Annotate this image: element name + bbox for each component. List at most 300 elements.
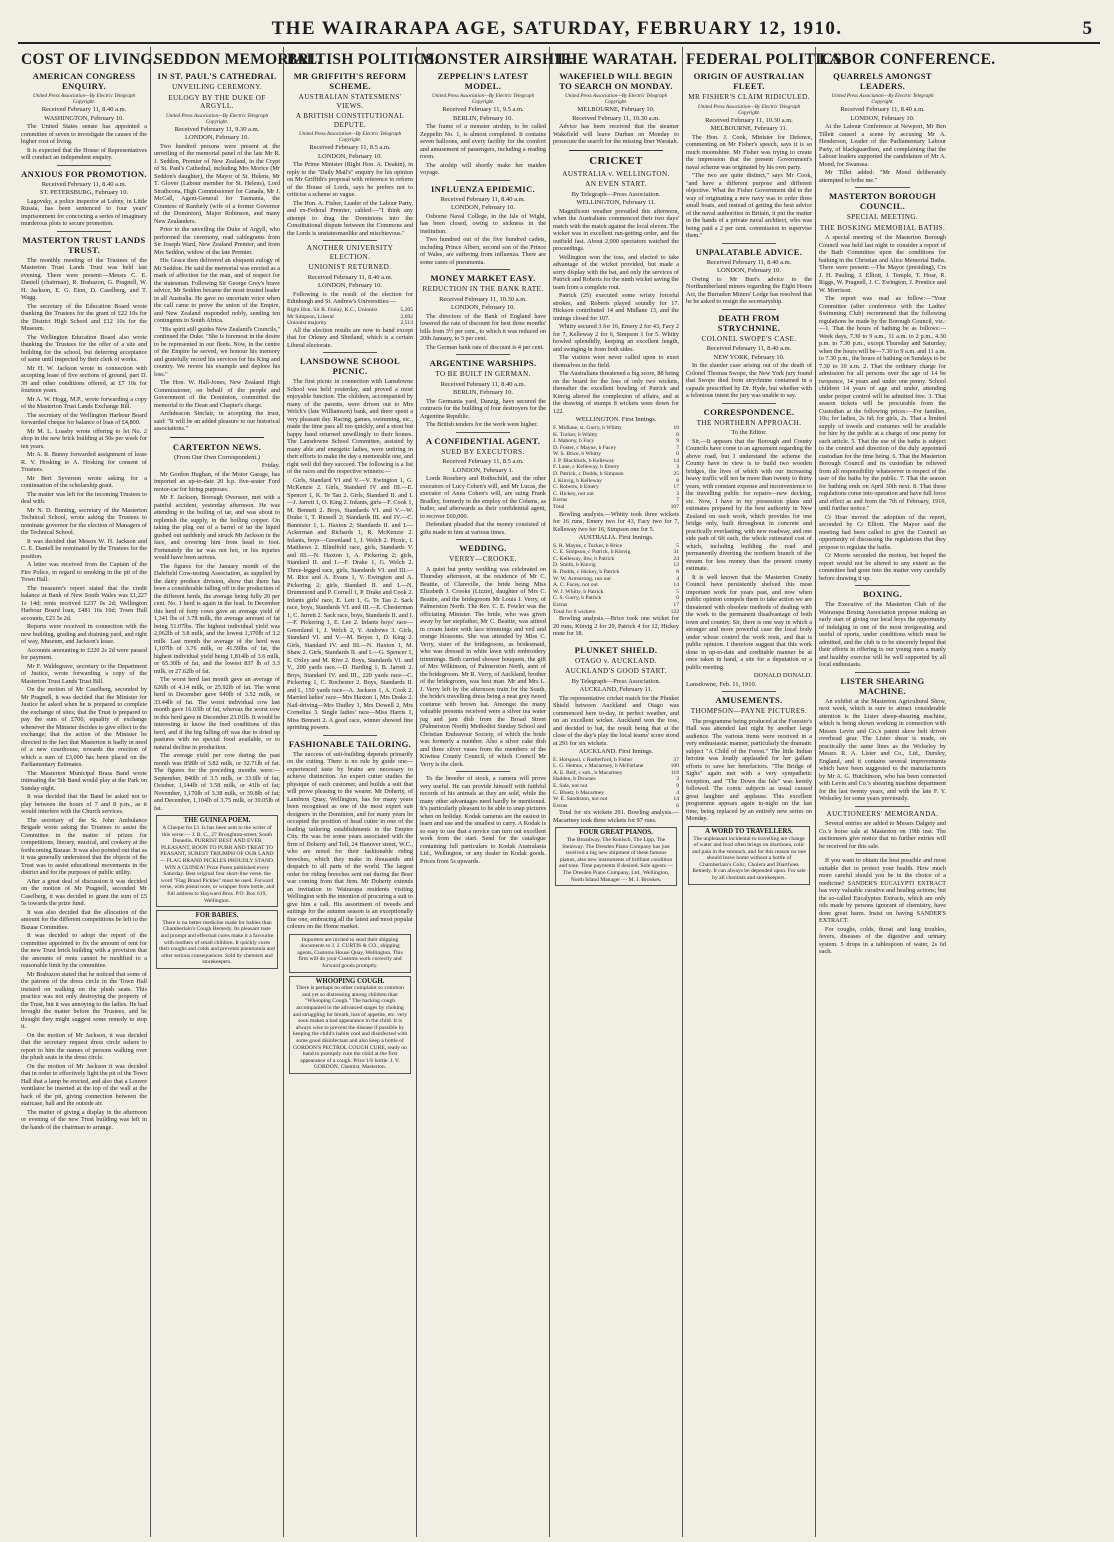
runs: 7 <box>676 497 679 504</box>
section-heading: PLUNKET SHIELD. <box>574 644 658 655</box>
paragraph: On the motion of Mr Jackson it was decided that in order to effectively light the pit of the Town Hall that a lamp be erected, and also that a Louvre ventilator be inserted at the top of the wall at the back of the pit, giving connection between the staircase, hall and the outside air. <box>21 1062 147 1108</box>
paragraph: A special meeting of the Masterton Borough Council was held last night to consider a report of the Bath Committee upon the conditions for bathing in the Christian and Alice Memorial Baths. There were present:—The Mayor (presiding), Crs J. H. Pauling, J. Elliott, J. Temple, T. Hoar, R. Riggs, W. Pragnell, J. C. Ewington, J. Prentice and W. Morrison. <box>819 234 946 294</box>
paragraph: Total for six wickets 291. Bowling analysis.—Macartney took three wickets for 97 runs. <box>553 809 679 824</box>
score-row <box>553 425 679 432</box>
paragraph: Mr Bert Syverson wrote asking for a continuation of the scholarship grant. <box>21 474 147 490</box>
section-heading: ARGENTINE WARSHIPS. <box>429 358 537 369</box>
result-row <box>287 320 413 327</box>
divider <box>722 309 776 310</box>
runs: 13 <box>673 562 679 569</box>
headline: THE WARATAH. <box>554 51 678 68</box>
batsman: L. G. Hemus, c Macartney, b McFarlane <box>553 763 644 770</box>
section-heading: MONEY MARKET EASY. <box>430 273 536 284</box>
runs: 14 <box>673 796 679 803</box>
page-number: 5 <box>1082 18 1092 39</box>
divider <box>855 806 910 807</box>
batsman: W. S. Brice, b Whitty <box>553 451 602 458</box>
subheadline: THE NORTHERN APPROACH. <box>696 418 802 427</box>
ad-heading: THE GUINEA POEM. <box>183 817 251 825</box>
batsman: S. R. Mayne, c Tucker, b Brice <box>553 542 623 549</box>
subheadline: AUSTRALIA v. WELLINGTON. <box>562 169 670 178</box>
subheadline: COLONEL SWOPE'S CASE. <box>701 334 797 343</box>
advertisement <box>289 976 411 1074</box>
batsman: C. Roberts, b Emery <box>553 484 599 491</box>
advertisement <box>555 827 677 886</box>
runs: 17 <box>673 601 679 608</box>
paragraph: The Executive of the Masterton Club of the Wairarapa Boxing Association propose making an early start of giving our local boys the opportunity of indulging in one of the most invigorating and useful of sports, under conditions which must be admitted, and the club is to be sincerely hoped that their efforts in offering to our young men a manly and healthy exercise will be well supported by all local enthusiasts. <box>819 601 946 669</box>
dateline: BERLIN, February 10. <box>453 389 513 397</box>
dateline: ST. PETERSBURG, February 10. <box>39 189 129 197</box>
paragraph: The German bank rate of discount is 4 per cent. <box>426 343 544 351</box>
subheadline: REDUCTION IN THE BANK RATE. <box>422 285 544 294</box>
paragraph: Several entries are added to Messrs Dalgety and Co.'s horse sale at Masterton on 19th inst. The auctioneers give notice that no further entries will be received for this sale. <box>819 820 946 850</box>
credit-line: United Press Association—By Electric Telegraph Copyright. <box>32 93 136 106</box>
paragraph: Bowling analysis.—Brice took one wicket for 20 runs, Kinvig 2 for 29, Patrick 4 for 12, Hickey none for 18. <box>553 615 679 638</box>
paragraph: An exhibit at the Masterton Agricultural Show, next week, which is sure to attract considerable attention is the Lister sheep-shearing machine, which is being shown working in connection with Messrs Levin and Co.'s patent skew belt driven overhead gear. The Lister shear is made, on practically the same lines as the Wolseley by Messrs R. A. Lister and Co., Ltd., Dursley, England, and it contains several improvements which have been suggested to the manufacturers by Mr A. G. Hutchinson, who has been connected with Levin and Co.'s shearing machine department for the last twenty years, and with the late F. Y. Wolseley for some years previously. <box>819 697 946 803</box>
paragraph: In the slander case arising out of the death of Colonel Thomas Swope, the New York jury found that Swope died from strychnine contained in a capsule prescribed by Dr. Hyde, but whether with a felonious intent the jury was unable to say. <box>686 362 812 400</box>
section-heading: FASHIONABLE TAILORING. <box>288 738 412 749</box>
runs: 3 <box>676 776 679 783</box>
subheadline: MR FISHER'S CLAIM RIDICULED. <box>688 93 810 101</box>
paragraph: If you want to obtain the best possible and most suitable diet to protect your health. How much more careful should you be in the choice of a medicine? SANDER'S EUCALYPTI EXTRACT has very valuable curative and healing actions; but the so-called Eucalyptus Extracts, which are only oils made by persons ignorant of chemistry, have done great harm. Insist on having SANDER'S EXTRACT. <box>819 857 946 925</box>
ad-body: The unpleasant incidental to travelling are change of water and food often brings on diarrhoea, colic and pain in the stomach, and for this reason no one should leave home without a bottle of Chamberlain's Colic, Cholera and Diarrhoea Remedy. It can always be depended upon. For sale by all chemists and storekeepers. <box>692 835 806 882</box>
batsman: W. W. Armstrong, run out <box>553 575 611 582</box>
subheadline: AN EVEN START. <box>585 180 647 189</box>
section-heading: INFLUENZA EPIDEMIC. <box>430 183 536 194</box>
dateline: BERLIN, February 10. <box>453 114 513 122</box>
paragraph: Reports were received in connection with the new building, grading and draining yard, and right of way, Museum, and Jackson's lease. <box>21 623 147 646</box>
credit-line: United Press Association—By Electric Telegraph Copyright. <box>697 103 801 116</box>
paragraph: The first picnic in connection with Lansdowne School was held yesterday, and proved a most enjoyable function. The children, accompanied by many of the parents, were driven out to Mrs Welch's (late Williamson) bank, and there spent a very pleasant day. Racing, games, swimming, etc., made the time pass all too quickly, and a stout but happy band returned unwillingly to their homes. The Lansdowne School Committee, assisted by many able and energetic ladies, were untiring in their efforts to make the day a memorable one, and right well did they succeed. The following is a list of the races and the respective winners:— <box>287 378 413 476</box>
subheadline: THE BOSKING MEMORIAL BATHS. <box>819 223 946 232</box>
subheadline: THOMPSON—PAYNE PICTURES. <box>690 707 808 716</box>
batsman: A. E. Relf, c sub., b Macartney <box>553 769 623 776</box>
batsman: C. Kelleway, lbw, b Patrick <box>553 555 615 562</box>
paragraph: The matter was left for the incoming Trustees to deal with. <box>21 490 147 506</box>
runs: 0 <box>676 451 679 458</box>
paragraph: It was decided to adopt the report of the committee appointed to fix the amount of rent for the new Trust brick building with a provision that the amounts of rents cannot be modified to a reasonable limit by the committee. <box>21 932 147 970</box>
byline: (From Our Own Correspondent.) <box>174 453 260 461</box>
credit-line: United Press Association—By Electric Telegraph Copyright. <box>298 131 402 144</box>
section-heading: WEDDING. <box>459 543 507 554</box>
paragraph: It was also decided that the allocation of the amount for the different competitions be left to the Bazaar Committee. <box>21 908 147 931</box>
paragraph: Mr A. R. Bunny forwarded assignment of lease R. V. Hosking to A. Hosking for consent of Trustees. <box>21 451 147 474</box>
runs: 100 <box>670 763 679 770</box>
paragraph: "His spirit still guides New Zealand's Councils," continued the Duke. "She is foremost in the desire to be represented in our fleets. Now, in the centre of the Empire he served, we honour his memory and gratefully record his services for his King and country. We revere his example and deplore his loss." <box>154 325 280 378</box>
section-heading: AMUSEMENTS. <box>715 695 783 706</box>
score-row <box>553 803 679 810</box>
received-line: Received February 11, 8.40 a.m. <box>41 106 127 114</box>
masthead <box>0 18 1114 44</box>
scorecard-title: AUSTRALIA. First Innings. <box>578 534 654 542</box>
section-heading: LISTER SHEARING MACHINE. <box>840 675 925 696</box>
runs: 122 <box>670 608 679 615</box>
subheadline: OTAGO v. AUCKLAND. <box>574 656 658 665</box>
runs: 14 <box>673 582 679 589</box>
received-line: Received February 11, 8.40 a.m. <box>440 195 526 203</box>
divider <box>456 771 510 772</box>
runs: 8 <box>676 477 679 484</box>
signature-location: Lansdowne, Feb. 11, 1910. <box>686 680 757 688</box>
batsman: W. J. Whitty, b Patrick <box>553 588 604 595</box>
paragraph: The Australians threatened a big score, 88 being on the board for the loss of only two wickets, thereafter the excellent bowling of Patrick and Kinvig altered the complexion of affairs, and at the drawing of stumps 8 wickets were down for 122. <box>553 370 679 415</box>
divider <box>323 352 377 353</box>
paragraph: Mr H. W. Jackson wrote in connection with accepting lease of five sections of ground, part D. 39 and other conditions offered, at £7 10s for fourteen years. <box>21 364 147 395</box>
divider <box>722 403 776 404</box>
advertisement <box>688 826 810 885</box>
headline: BRITISH POLITICS. <box>287 51 439 68</box>
score-row <box>553 438 679 445</box>
scorecard-title: AUCKLAND. First Innings. <box>578 748 654 756</box>
dateline: LONDON, February 10. <box>717 267 781 275</box>
subheadline: AUSTRALIAN STATESMENS' VIEWS. <box>298 93 402 110</box>
paragraph: Owing to Mr Burt's advice to the Northumberland miners regarding the Eight Hours Act, the Burradon Miners' Lodge has resolved that he be asked to resign the secretaryship. <box>686 275 812 306</box>
batsman: C. S. Gorry, b Patrick <box>553 595 602 602</box>
votes: 2,692 <box>400 313 413 320</box>
paragraph: The Prime Minister (Right Hon. A. Deakin), in reply to the "Daily Mail's" enquiry for his opinion on Mr Griffith's proposal with reference to reform of the House of Lords, says he prefers not to criticise a scheme so vague. <box>287 161 413 199</box>
paragraph: Cr Hoar moved the adoption of the report, seconded by Cr Elliott. The Mayor said the meeting had been called to give the Council an opportunity of discussing the regulations that they propose to regulate the baths. <box>819 513 946 551</box>
runs: 6 <box>676 802 679 809</box>
paragraph: After a great deal of discussion it was decided on the motion of Mr Pragnell, seconded Mr Caselberg, it was decided to grant the sum of £5 5s towards the prize fund. <box>21 877 147 908</box>
batsman: J. Kinvig, b Kelleway <box>553 477 602 484</box>
subheadline: IN ST. PAUL'S CATHEDRAL <box>157 71 277 81</box>
batsman: J. Mahony, b Facy <box>553 438 595 445</box>
score-row <box>553 504 679 511</box>
section-heading: ANXIOUS FOR PROMOTION. <box>21 168 147 179</box>
score-row <box>553 589 679 596</box>
divider <box>456 269 510 270</box>
dateline: LONDON, February 10. <box>318 282 382 290</box>
paragraph: The average yield per cow during the past month was 858lb of 3.82 milk, or 32.71lb of fat. The figures for the preceding months were:—September, 840lb of 3.5 milk, or 33.0lb of fat; October, 1,144lb of 3.58 milk, or 41lb of fat; November, 1,170lb of 3.38 milk, or 39.8lb of fat; and December, 1,104lb of 3.75 milk, or 39.05lb of fat. <box>154 752 280 812</box>
headline: COST OF LIVING. <box>21 51 157 68</box>
paragraph: "The two are quite distinct," says Mr Cook, "and have a different purpose and different objective. What the Fisher Government did in the way of originating a new navy was to order three small boats, and instead of getting the best advice of the naval authorities in Britain, it put the matter in the hands of a private naval architect, who was being paid a 2 per cent. commission to supervise them." <box>686 172 812 240</box>
subheadline: VERRY—CROOKE. <box>449 555 517 564</box>
received-line: Received February 11, 10.30 a.m. <box>572 114 660 122</box>
paragraph: To the breeder of stock, a camera will prove very useful. He can provide himself with faithful records of his animals as they are sold, while the many other advantages need hardly be mentioned. It's particularly pleasant to be able to snap pictures when on holiday. Kodak cameras are the easiest to learn and use and the smallest to carry. A Kodak is so easy to use that a novice can turn out excellent work from the start. Send for the catalogue containing full particulars to Kodak Australasia Ltd., Wellington, or any dealer in Kodak goods. Prices from 5s upwards. <box>420 775 546 865</box>
divider <box>323 735 377 736</box>
headline: LABOR CONFERENCE. <box>819 51 996 68</box>
paragraph: It was decided that the Band be asked not to play between the hours of 7 and 8 p.m., as it would interfere with the Church services. <box>21 793 147 816</box>
batsman: E. Horspool, c Rutherford, b Fisher <box>553 756 633 763</box>
column-5 <box>550 47 683 1537</box>
score-row <box>553 763 679 770</box>
ad-heading: FOUR GREAT PIANOS. <box>579 829 653 837</box>
paragraph: For coughs, colds, throat and lung troubles, fevers, diseases of the digestive and urinary system. 5 drops in a tablespoon of water, 2s 6d each. <box>819 925 946 956</box>
batsman: J. P. Blacklock, b Kelleway <box>553 457 615 464</box>
score-row <box>553 562 679 569</box>
scorecard-australia <box>553 543 679 616</box>
batsman: Hadden, b Downes <box>553 776 596 783</box>
paragraph: Mr N. D. Bunting, secretary of the Masterton Technical School, wrote asking the Trustees to nominate governor for the election of Managers of the Technical School. <box>21 506 147 537</box>
batsman: F. Midlane, st. Gorry, b Whitty <box>553 424 622 431</box>
paragraph: Lords Rosebery and Rothschild, and the other executors of Lucy Cohen's will, and Mr Lucas, the executor of Anna Cohen's will, are suing Frank Bradley, formerly in the employ of the Cohens, as butler, and afterwards as their confidential agent, to recover £60,000. <box>420 475 546 520</box>
runs: 118 <box>670 769 679 776</box>
section-heading: CORRESPONDENCE. <box>703 406 795 417</box>
paragraph: Prior to the unveiling the Duke of Argyll, who performed the ceremony, read cablegrams from Sir Joseph Ward, New Zealand Premier, and from Mrs Seddon, widow of the late Premier. <box>154 226 280 256</box>
column-1 <box>18 47 157 1537</box>
section-heading: LANSDOWNE SCHOOL PICNIC. <box>299 356 401 377</box>
paragraph: The secretary of the St. John Ambulance Brigade wrote asking the Trustees to assist the Committee in the matter of prizes for competitions, literary, musical, and cookery at the forthcoming Bazaar. It was also pointed out that as it was generally understood that the objects of the Trust was to assist educational movements in the district and for the purposes of public utility. <box>21 816 147 877</box>
paragraph: Whitty secured 3 for 16, Emery 2 for 43, Facy 2 for 7, Kelleway 2 for 6, Simpson 1 for 5. Whitty bowled splendidly, keeping an excellent length, and swinging in from both sides. <box>553 323 679 353</box>
score-row <box>553 776 679 783</box>
section-heading: CRICKET <box>589 154 643 167</box>
newspaper-title: THE WAIRARAPA AGE, SATURDAY, FEBRUARY 12, 1910. <box>271 18 843 39</box>
divider <box>456 180 510 181</box>
divider <box>323 240 377 241</box>
section-heading: BOXING. <box>862 589 903 600</box>
score-row <box>553 582 679 589</box>
paragraph: A letter was received from the Captain of the Fire Police, in regard to smoking in the pit of the Town Hall. <box>21 561 147 584</box>
paragraph: The report was read as follow:—"Your Committee (after conference with the Ladies' Swimming Club) recommend that the following regulations be made by the Borough Council, viz.:—1. That the hours of bathing be as follows:—Week days, 7.30 to 9 a.m., 11 a.m. to 2 p.m., 4.30 p.m. to 7.30 p.m., except Thursday and Saturday, when the hours will be—7.30 to 9 a.m. and 11 a.m. to 7.30 p.m., the hours of bathing on Sundays to be 7.30 to 10 a.m. 2. That the ordinary charge for admission for all persons over the age of 14 be twopence, 14 years and under one penny. School children 14 years of age and under, attending under proper control will be admitted free. 3. That season tickets will be procurable from the Custodian at the following prices:—For families, 10s; for ladies, 2s 6d; for girls, 2s. That a limited supply of towels and costumes will be available for hire by the public at a charge of one penny for each article. 5. That the use of the baths is subject to the control and direction of the duly appointed custodian for the time being. 6. That the Masterton Borough Council and its custodian be relieved from all responsibility whatsoever in respect of the user of the baths by the public. 7. That the season for bathing ends on April 30th next. 8. That these regulations come into operation and have full force and effect as and from the 7th of February, 1910, until further notice." <box>819 295 946 513</box>
runs: 5 <box>676 542 679 549</box>
paragraph: Mr M. L. Loasby wrote offering to let No. 2 shop in the new brick building at 50s per week for ten years. <box>21 427 147 450</box>
divider <box>569 150 663 151</box>
batsman: Extras <box>553 497 568 504</box>
runs: 0 <box>676 431 679 438</box>
ad-body: There is no better medicine made for babies than Chamberlain's Cough Remedy. Its pleasant taste and prompt and effectual cures make it a favourite with mothers of small children. It quickly cures their coughs and colds and prevents pneumonia and other serious consequences. Sold by chemists and storekeepers. <box>159 919 275 966</box>
batsman: E. Sale, not out <box>553 783 588 790</box>
divider <box>456 354 510 355</box>
section-heading: MASTERTON BOROUGH COUNCIL. <box>828 191 937 212</box>
paragraph: The programme being produced at the Forester's Hall was attended last night by another large audience. The various items were received in a very enthusiastic manner, particularly the dramatic subject "A Child of the Forest." The little Indian heroine was loudly applauded for her gallant efforts to save her benefactors. "The Bridge of Sighs" again met with a very sympathetic reception, and "The Down the Isle" was keenly followed. The comic subjects as usual caused great laughter and applause. This excellent programme appears again to-night on the last time, being replaced by an entirely new series on Monday. <box>686 717 813 823</box>
section-heading: AUCTIONEERS' MEMORANDA. <box>826 809 939 818</box>
ad-heading: FOR BABIES. <box>195 912 239 920</box>
paragraph: Mr Brabazon stated that he noticed that some of the patrons of the dress circle in the Town Hall insisted on walking on the plush seats. This practice was not only destroying the property of the Trust, but it was annoying to the ladies. He had brought the matter before the Trustees, and he thought they might suggest some remedy to stop it. <box>21 970 147 1031</box>
divider <box>722 243 776 244</box>
dateline: LONDON, February 10. <box>850 114 915 122</box>
divider <box>456 539 510 540</box>
paragraph: Accounts amounting to £220 2s 2d were passed for payment. <box>21 646 147 662</box>
paragraph: Mr Tillet added: "Mr Mond deliberately attempted to bribe me." <box>819 169 946 184</box>
paragraph: It was decided that Messrs W. H. Jackson and C. E. Daniell be nominated by the Trustees for the position. <box>21 537 147 560</box>
credit-line: United Press Association—By Electric Telegraph Copyright. <box>564 93 668 106</box>
headline: FEDERAL POLITICS. <box>686 51 847 68</box>
dateline: MELBOURNE, February 10. <box>577 106 655 114</box>
candidate: Mr Simpson, Liberal <box>287 313 334 320</box>
score-row <box>553 770 679 777</box>
runs: 25 <box>673 471 679 478</box>
paragraph: Mr F. Waldegrave, secretary to the Department of Justice, wrote forwarding a copy of the Masterton Trust Lands Trust Bill. <box>21 662 147 685</box>
batsman: C. Hickey, not out <box>553 490 594 497</box>
paragraph: The monthly meeting of the Trustees of the Masterton Trust Lands Trust was held last evening. There were present:—Messrs C. E. Daniell (chairman), R. Brabazon, G. Pragnell, W. H. Jackson, E. G. Eton, D. Caselberg, and T. Wagg. <box>21 256 147 302</box>
score-row <box>553 478 679 485</box>
subheadline: ORIGIN OF AUSTRALIAN FLEET. <box>693 71 805 91</box>
dateline: NEW YORK, February 10. <box>713 353 785 361</box>
section-heading: CARTERTON NEWS. <box>172 441 262 452</box>
dateline: LONDON, February 10. <box>318 152 382 160</box>
batsman: Extras <box>553 802 568 809</box>
paragraph: The Hon. A. Fisher, Leader of the Labour Party, and ex-Federal Premier, cabled:—"I think any attempt to drag the Dominions into the Constitutional dispute between the Commons and the Lords is unstatesmanlike and mischievous." <box>287 199 413 237</box>
paragraph: The visitors were never called upon to exert themselves in the field. <box>553 354 679 369</box>
section-heading: MASTERTON TRUST LANDS TRUST. <box>22 234 146 255</box>
runs: 31 <box>673 549 679 556</box>
paragraph: Mr A. W. Hogg, M.P., wrote forwarding a copy of the Masterton Trust Lands Exchange Bill. <box>21 395 147 411</box>
received-line: Received February 11, 8.5 a.m. <box>442 458 524 466</box>
paragraph: Advice has been received that the steamer Wakefield will leave Durban on Monday to prosecute the search for the missing liner Waratah. <box>553 123 679 146</box>
section-heading: DEATH FROM STRYCHNINE. <box>717 312 781 333</box>
column-6 <box>683 47 847 1537</box>
received-line: Received February 11, 8.40 a.m. <box>706 345 792 353</box>
paragraph: Bowling analysis.—Whitty took three wickets for 16 runs, Emery two for 43, Facy two for 7, Kelleway two for 16, Simpson one for 5. <box>553 510 679 533</box>
received-line: Received February 11, 9.30 a.m. <box>174 125 260 133</box>
paragraph: The secretary of the Wellington Harbour Board forwarded cheque for balance of loan of £4,800. <box>21 411 147 427</box>
runs: 4 <box>676 789 679 796</box>
paragraph: The frame of a monster airship, to be called Zeppelin No. 1, is almost completed. It contains seven balloons, and every facility for the comfort and amusement of passengers, including a reading room. <box>420 123 546 161</box>
divider <box>855 585 910 586</box>
score-row <box>553 576 679 583</box>
divider <box>722 691 776 692</box>
paragraph: Cr Morris seconded the motion, but hoped the report would not be altered to any extent as the committee had gone into the matter very carefully before drawing it up. <box>819 552 946 582</box>
dateline: WASHINGTON, February 10. <box>44 114 124 122</box>
subheadline: ZEPPELIN'S LATEST MODEL. <box>437 71 529 91</box>
runs: 17 <box>673 484 679 491</box>
candidate: Unionist majority <box>287 320 327 327</box>
score-row <box>553 543 679 550</box>
paragraph: The success of suit-building depends primarily on the cutting. There is no rule by guide one—experienced taste by brains are necessary to achieve distinction. An expert cutter studies the physique of each customer, and builds a suit that will prove pleasing to the wearer. Mr Doherty, of Lambton Quay, Wellington, has for many years been recognised as one of the most expert suit designers in the Dominion, and for many years he occupied the position of head cutter in one of the leading tailoring establishments in the Empire City. He was for some years associated with the firm of Doherty and Tell, 24 Hanover street, W.C., who are noted for their fashionable riding breeches, which they make in thousands and despatch to all parts of the world. The largest order for riding breeches sent out during the Boer war coming from that firm. Mr Doherty extends an invitation to Wairarapa residents visiting Wellington with the intention of procuring a suit to give him a call. His assortment of tweeds and suitings for the autumn season is an exceptionally fine one, embracing all the latest and most popular colours on the Home market. <box>287 750 413 931</box>
dateline: LONDON, February 10. <box>451 304 515 312</box>
received-line: Received February 11, 8.5 a.m. <box>309 144 391 152</box>
runs: 24 <box>673 555 679 562</box>
paragraph: Two hundred out of the five hundred cadets, including Prince Albert, second son of the Prince of Wales, are suffering from influenza. There are some cases of pneumonia. <box>420 236 546 266</box>
ad-body: The Broadway, The Ronisch, The Lipp, The Steinway. The Dresden Piano Company has just received a big new shipment of these famous pianos, also new instruments of brilliant condition and tone. Time payments if desired. Sole agents — The Dresden Piano Company, Ltd., Wellington, North Island Manager — M. J. Brookes. <box>558 837 674 883</box>
paragraph: Defendant pleaded that the money consisted of gifts made to him at various times. <box>420 521 546 536</box>
paragraph: On the motion of Mr Jackson, it was decided that the secretary request dress circle ushers to report to him the names of persons walking over the plush seats in the dress circle. <box>21 1031 147 1062</box>
columns <box>18 47 1100 1537</box>
divider <box>456 432 510 433</box>
batsman: D. Smith, b Kinvig <box>553 562 596 569</box>
batsman: R. Dodds, c Hickey, b Patrick <box>553 569 620 575</box>
paragraph: The Wellington Education Board also wrote thanking the Trustees for the offer of a site and building for the school, but deferring acceptance of same until inspected by their clerk of works. <box>21 333 147 364</box>
credit-line: United Press Association—By Electric Telegraph Copyright. <box>165 112 269 125</box>
paragraph: The airship will shortly make her maiden voyage. <box>420 161 546 177</box>
score-row <box>553 491 679 498</box>
score-row <box>553 783 679 790</box>
signature: DONALD DONALD. <box>753 672 812 680</box>
salutation: To the Editor. <box>731 429 767 437</box>
score-row <box>553 458 679 465</box>
runs: 0 <box>676 595 679 602</box>
section-heading: UNPALATABLE ADVICE. <box>695 246 803 257</box>
score-row <box>553 464 679 471</box>
ad-heading: WHOOPING COUGH. <box>315 977 385 985</box>
runs: 9 <box>676 783 679 790</box>
subheadline: UNIONIST RETURNED. <box>308 263 392 272</box>
scorecard-title: WELLINGTON. First Innings. <box>575 416 657 424</box>
received-line: Received February 11, 8.40 a.m. <box>440 380 526 388</box>
scorecard-wellington <box>553 425 679 511</box>
score-row <box>553 484 679 491</box>
batsman: D. Foster, c Mayne, b Facey <box>553 444 617 451</box>
dateline: WELLINGTON, February 11. <box>576 199 656 207</box>
headline: SEDDON MEMORIAL. <box>154 51 322 68</box>
received-line: Received February 11, 10.30 a.m. <box>439 295 527 303</box>
batsman: K. Tucker, b Whitty <box>553 431 598 438</box>
column-3 <box>284 47 439 1537</box>
paragraph: On the motion of Mr Caselberg, seconded by Mr Pragnell, it was decided that the Minister for Justice be asked when he is prepared to complete the exchange of sites; that the Trust is prepared to pay the sum of £700, equality of exchange whenever the Minister decides to give effect to the exchange; that the action of the Minister be directed to the fact that Masterton is badly in need of a new courthouse, towards the erection of which a sum of £3,000 has been placed on the Parliamentary Estimates. <box>21 686 147 769</box>
paragraph: Lagovsky, a police inspector at Lubny, in Little Russia, has been sentenced to four years' imprisonment for concocting a series of imaginary murderous plots to secure promotion. <box>21 197 147 228</box>
votes: 5,205 <box>400 306 413 313</box>
dateline: LONDON, February 1. <box>452 466 514 474</box>
election-results <box>287 307 413 327</box>
batsman: Total for 8 wickets <box>553 608 596 615</box>
score-row <box>553 609 679 616</box>
subheadline: UNVEILING CEREMONY. <box>171 83 263 91</box>
runs: 14 <box>673 457 679 464</box>
paragraph: At the Labour Conference at Newport, Mr Ben Tillett caused a scene by accusing Mr A. Henderson, Leader of the Parliamentary Labour Party, of blackguardism, and complaining that the Labour leaders supported the candidature of Mr A. Mond, for Swansea. <box>819 123 946 168</box>
score-row <box>553 471 679 478</box>
score-row <box>553 549 679 556</box>
paragraph: The directors of the Bank of England have lowered the rate of discount for best three months' bills from 3½ per cent., to which it was reduced on 20th January, to 3 per cent. <box>420 312 546 343</box>
subheadline: AMERICAN CONGRESS ENQUIRY. <box>32 71 136 91</box>
paragraph: The Germania yard, Danzig, have secured the contracts for the building of four destroyers for the Argentine Republic. <box>420 397 546 420</box>
divider <box>170 437 264 438</box>
runs: 5 <box>676 588 679 595</box>
column-7 <box>816 47 996 1537</box>
paragraph: Patrick (25) executed some wristy forceful strokes, and Roberts played soundly for 17. Hickson contributed 14 and Midlane 13, and the innings closed for 107. <box>553 292 679 322</box>
paragraph: A quiet but pretty wedding was celebrated on Thursday afternoon, at the residence of Mr C. Beattie, of Clareville, the bride being Miss Elizabeth J. Crooke (Lizzie), daughter of Mrs C. Beattie, and the bridegroom Mr Louis J. Verry, of Palmerston North. The Rev. C. E. Fowler was the officiating Minister. The bride, who was given away by her stepfather, Mr C. Beattie, was attired in cream lustre with lace trimmings and veil and orange blossoms. She was attended by Miss C. Verry, sister of the bridegroom, as bridesmaid, who was dressed in white lawn with embroidery trimmings. Both carried shower bouquets, the gift of Mrs Wilkinson, of Palmerston North, aunt of the bridegroom. Mr R. Verry, of Auckland, brother of the bridegroom, was best man. Mr and Mrs L. J. Verry left by the afternoon train for the South, the bride's travelling dress being a neat grey tweed costume with brown hat. Amongst the many valuable presents received were a silver tea water jug and jam dish from the Broad Street (Palmerston North) Methodist Sunday School and Christian Endeavour Society, of which the bride was formerly a member. Also a silver cake dish and three silver vases from the members of the Kiwitea County Council, of which Council Mr Verry is the clerk. <box>420 565 546 768</box>
paragraph: Mr F. Jackson, Borough Overseer, met with a painful accident, yesterday afternoon. He was attending to the boiling of tar, and was about to replenish the supply, in the boiling copper. On taking the plug out of a barrel of tar the liquid gushed out suddenly and struck Mr Jackson in the face, and covering him from head to foot. Fortunately the tar was not hot, or his injuries would have been serious. <box>154 494 280 562</box>
batsman: W. E. Sandiston, not out <box>553 796 608 803</box>
score-row <box>553 790 679 797</box>
subheadline: AUCKLAND'S GOOD START. <box>565 667 667 676</box>
paragraph: The worst herd last month gave an average of 626lb of 4.14 milk, or 25.92lb of fat. The worst herd in December gave 949lb of 3.52 milk, or 33.44lb of fat. The worst individual cow last month gave 16.03lb of fat, whereas the worst cow in this herd gave in December 23.01lb. It would be interesting to know the feed conditions of this herd, and if the big falling off was due to dried up pastures with no special food available, or to natural decline in production. <box>154 676 280 751</box>
ad-body: Importers are invited to send their shipping documents to J. J. CURTIS & CO., shipping agents, Customs House Quay, Wellington. This firm will do your Customs work correctly and forward goods promptly. <box>297 936 403 970</box>
masthead-rule <box>18 42 1100 44</box>
score-row <box>553 451 679 458</box>
dateline: AUCKLAND, February 11. <box>579 686 653 694</box>
score-row <box>553 796 679 803</box>
score-row <box>553 445 679 452</box>
result-row <box>287 307 413 314</box>
score-row <box>553 432 679 439</box>
advertisement <box>156 815 278 907</box>
day-line: Friday. <box>261 462 280 470</box>
divider <box>57 165 111 166</box>
paragraph: Osborne Naval College, in the Isle of Wight, has been closed, owing to sickness in the institution. <box>420 212 546 235</box>
divider <box>589 641 643 642</box>
divider <box>57 231 111 232</box>
runs: 4 <box>676 575 679 582</box>
candidate: Right Hon. Sir R. Finlay, K.C., Unionist <box>287 306 378 313</box>
headline: MONSTER AIRSHIP. <box>420 51 574 68</box>
credit-line: United Press Association—By Electric Telegraph Copyright. <box>831 93 934 106</box>
paragraph: All the election results are now to hand except that for Orkney and Shetland, which is a certain Liberal electorate. <box>287 326 413 349</box>
paragraph: Girls, Standard VI and V.—V. Ewington 1, G. McKenzie 2. Girls, Standard IV and III.—E. Spencer 1, K. Te Tau 2. Girls, Standard II. and I.—J. Jarrett 1, O. King 2. Infants, girls—F. Cook 1, M. Bennett 2. Boys, Standards VI. and V.—W. Drake 1, T. Russell 2; Standards III. and IV.—C. Bannister 1, L. Haxton 2; Standards II. and I.—Ackerman and Richards 1, R. McKenzie 2. Infants, boys—Greenland 1, J. Welch 2. Picnic, I. Matthews 2. Blindfold race, girls, Standards V. and III.—N. Haxton 1, A. Pickering 2; girls, Standard II. and I.—F. Drake 1, G. Welch 2. Three-legged race, girls, Standards VI. and III.—M. Rice and A. Evans 1, V. Ewington and A. Pickering 2; girls, Standard II. and I.—N. Drummond and P. Cornell 1, P. Drake and Cook 2. Infants girls' race, E. Lett 1, G. Te Tau 2. Sack race, boys, Standards VI. and III.—E. Chesterman 1, C. Jarrett 2. Sack race, boys, Standards II. and I.—F. Pickering 1, E. Lee 2. Infants boys' race—Greenland 1, J. Welch 2, Y. Andrews 3. Girls, Standard VI. and V.—M. Boyes 1, D. King 2. Girls, Standard IV. and III.—N. Haxton 1, M. Shaw 2. Girls, Standards II. and I.—G. Spencer 1, E. Oxley and M. Rive 2. Boys, Standards VI. and V., 200 yards race.—D. Harding 1, B. Jarrett 2. Boys, Standard IV. and III., 220 yards race—C. Pickering 1, C. Rochester 2. Boys, Standards II. and I., 150 yards race—A. Jackson 1, A. Cook 2. Married ladies' race—Mrs Haxton 1, Mrs Drake 2. Nail-driving—Mrs Dudley 1, Mrs Dowell 2, Mrs Cornelius 3. Single ladies' race—Miss Harris 1, Miss Bennett 2. A good race, winner showed fine sprinting powers. <box>287 476 413 732</box>
paragraph: Wellington won the toss, and elected to take advantage of the wicket provided, but made a sorry display with the bat, and only the services of Patrick and Roberts for the ninth wicket saving the team from a complete rout. <box>553 253 679 291</box>
score-row <box>553 569 679 576</box>
result-row <box>287 314 413 321</box>
paragraph: It is well known that the Masterton County Council have persistently shelved this most important work for years past, and now when public opinion compels them to take action we are threatened with obsolete methods of dealing with the work to the permanent disadvantage of both town and country. Sir, there is one way in which a stronger and more powerful case the local body under whose control the work rests, and that is public opinion. I therefore suggest that this work done in up-to-date and creditable manner be at once taken in hand, a site for a deputation or a public meeting. <box>686 573 812 671</box>
runs: 7 <box>676 444 679 451</box>
advertisement <box>289 934 411 973</box>
score-row <box>553 556 679 563</box>
subheadline: QUARRELS AMONGST LEADERS. <box>833 71 932 91</box>
divider <box>855 187 910 188</box>
paragraph: Mr Gordon Hughan, of the Motor Garage, has imported an up-to-date 20 h.p. five-seater Ford motor-car for hiring purposes. <box>154 470 280 493</box>
scorecard-auckland <box>553 757 679 810</box>
score-row <box>553 595 679 602</box>
ad-heading: A WORD TO TRAVELLERS. <box>705 827 793 835</box>
received-line: Received February 11, 8.40 a.m. <box>706 258 792 266</box>
runs: 37 <box>673 756 679 763</box>
paragraph: The figures for the January month of the Dalefield Cow-testing Association, as supplied by the dairy produce division, show that there has been a considerable falling off in the production of the different herds, the average being fully 20 per cent. No. 1 herd is again in the lead. In December this herd of forty cows gave an average yield of 1,341 lbs of 3.78 milk, the average amount of fat being 51.07lbs. The highest individual yield was 2,062lb of 3.8 milk, and the lowest 1,370lb of 3.2 milk. Last month the average of the herd was 1,107lb of 3.76 milk, or 41.59lbs of fat, the highest individual yield being 1,814lb of 3.6 milk, or 65.30lb of fat, and the lowest 837 lb of 3.3 milk, or 27.62lb of fat. <box>154 562 280 675</box>
runs: 10 <box>673 424 679 431</box>
paragraph: The United States senate has appointed a committee of seven to investigate the causes of the higher cost of living. <box>21 123 147 146</box>
subheadline: TO BE BUILT IN GERMAN. <box>435 370 531 379</box>
received-line: Received February 11, 9.5 a.m. <box>442 106 524 114</box>
subheadline: MR GRIFFITH'S REFORM SCHEME. <box>293 71 407 91</box>
paragraph: The representative cricket match for the Plunket Shield between Auckland and Otago was commenced here to-day, in perfect weather, and on an excellent wicket. Auckland won the toss, and decided to bat, the result being that at the close of the day's play the local teams' score stood at 291 for six wickets. <box>553 694 679 747</box>
